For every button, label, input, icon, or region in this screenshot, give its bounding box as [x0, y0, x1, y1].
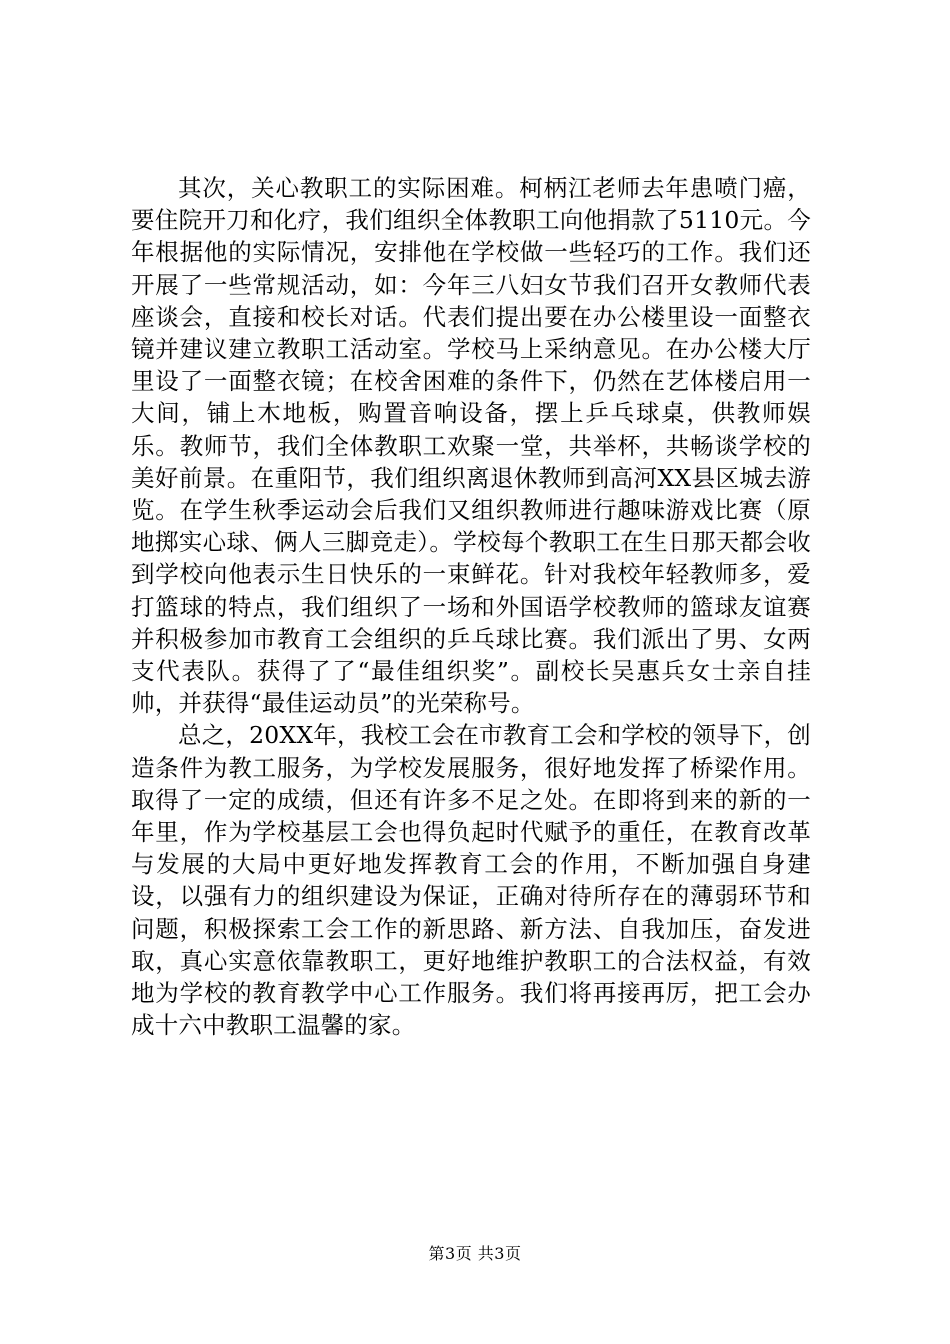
paragraph-care-for-staff: 其次，关心教职工的实际困难。柯柄江老师去年患喷门癌，要住院开刀和化疗，我们组织全体教职工向他捐款了5110元。今年根据他的实际情况，安排他在学校做一些轻巧的工作。我们还开展了一些常规活动，如：今年三八妇女节我们召开女教师代表座谈会，直接和校长对话。代表们提出要在办公楼里设一面整衣镜并建议建立教职工活动室。学校马上采纳意见。在办公楼大厅里设了一面整衣镜；在校舍困难的条件下，仍然在艺体楼启用一大间，铺上木地板，购置音响设备，摆上乒乓球桌，供教师娱乐。教师节，我们全体教职工欢聚一堂，共举杯，共畅谈学校的美好前景。在重阳节，我们组织离退休教师到高河XX县区城去游览。在学生秋季运动会后我们又组织教师进行趣味游戏比赛（原地掷实心球、俩人三脚竞走）。学校每个教职工在生日那天都会收到学校向他表示生日快乐的一束鲜花。针对我校年轻教师多，爱打篮球的特点，我们组织了一场和外国语学校教师的篮球友谊赛并积极参加市教育工会组织的乒乓球比赛。我们派出了男、女两支代表队。获得了了“最佳组织奖”。副校长吴惠兵女士亲自挂帅，并获得“最佳运动员”的光荣称号。 [131, 174, 811, 718]
paragraph-summary: 总之，20XX年，我校工会在市教育工会和学校的领导下，创造条件为教工服务，为学校发展服务，很好地发挥了桥梁作用。取得了一定的成绩，但还有许多不足之处。在即将到来的新的一年里，作为学校基层工会也得负起时代赋予的重任，在教育改革与发展的大局中更好地发挥教育工会的作用，不断加强自身建设，以强有力的组织建设为保证，正确对待所存在的薄弱环节和问题，积极探索工会工作的新思路、新方法、自我加压，奋发进取，真心实意依靠教职工，更好地维护教职工的合法权益，有效地为学校的教育教学中心工作服务。我们将再接再厉，把工会办成十六中教职工温馨的家。 [131, 721, 811, 1040]
document-body [131, 172, 811, 1041]
page-number-footer: 第3页 共3页 [428, 1244, 522, 1263]
